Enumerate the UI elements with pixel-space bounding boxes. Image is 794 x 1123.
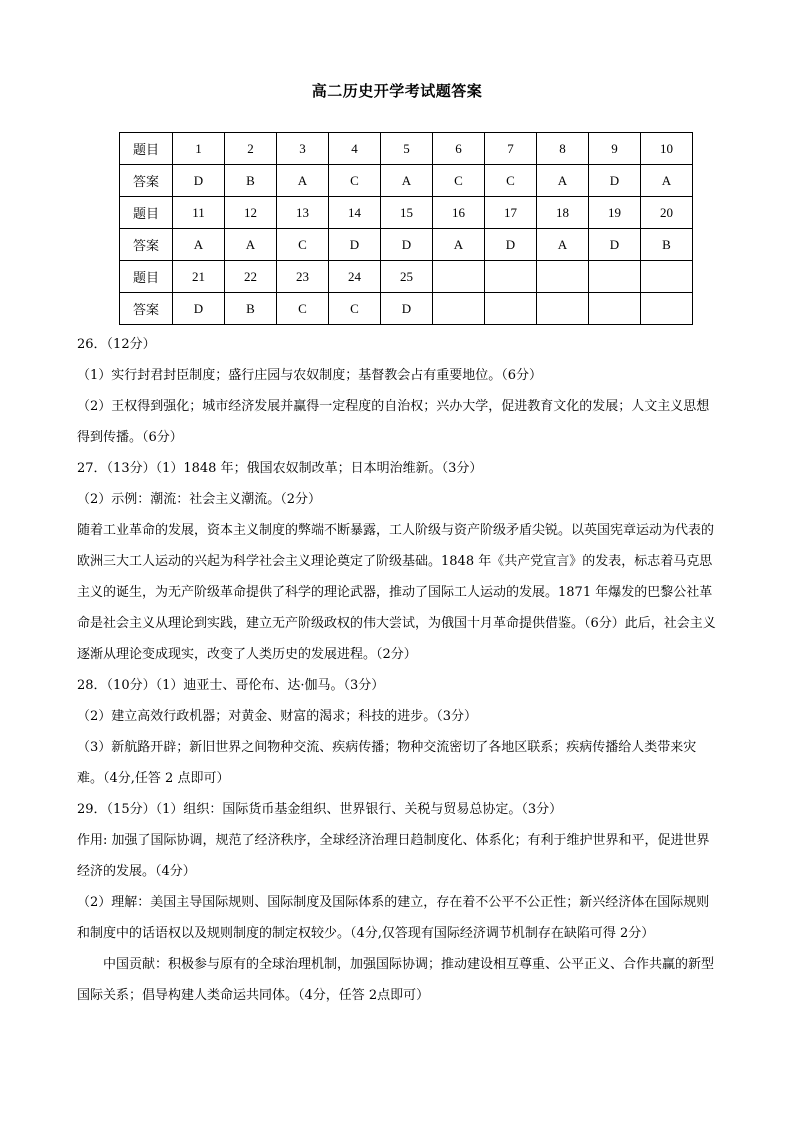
table-cell: A [537, 229, 589, 261]
table-cell [589, 293, 641, 325]
table-cell [641, 261, 693, 293]
q29-part2: （2）理解：美国主导国际规则、国际制度及国际体系的建立，存在着不公平不公正性；新兴经济体在国际规则和制度中的话语权以及规则制度的制定权较少。（4分,仅答现有国际经济调节机制存在缺陷可得 2分） [77, 895, 710, 941]
q27-part2: （2）示例：潮流：社会主义潮流。（2分） [77, 492, 322, 507]
table-cell [537, 293, 589, 325]
table-row [120, 293, 693, 325]
table-cell: 6 [433, 133, 485, 165]
q26-part1: （1）实行封君封臣制度；盛行庄园与农奴制度；基督教会占有重要地位。（6分） [77, 368, 543, 383]
row-header: 题目 [120, 261, 173, 293]
table-cell: 16 [433, 197, 485, 229]
table-cell: A [277, 165, 329, 197]
table-cell: A [381, 165, 433, 197]
table-cell: A [433, 229, 485, 261]
q28-heading: 28．（10分）（1）迪亚士、哥伦布、达·伽马。（3分） [77, 678, 385, 693]
table-cell: C [277, 293, 329, 325]
table-cell: C [329, 165, 381, 197]
table-row [120, 197, 693, 229]
table-cell: 12 [225, 197, 277, 229]
table-cell: D [485, 229, 537, 261]
table-cell: D [173, 165, 225, 197]
table-cell: 10 [641, 133, 693, 165]
table-cell: C [433, 165, 485, 197]
table-cell: 20 [641, 197, 693, 229]
table-cell: D [381, 293, 433, 325]
table-cell: 9 [589, 133, 641, 165]
table-cell: A [225, 229, 277, 261]
q29-effect: 作用: 加强了国际协调，规范了经济秩序，全球经济治理日趋制度化、体系化；有利于维护世界和平，促进世界经济的发展。（4分） [77, 833, 710, 879]
table-cell: 19 [589, 197, 641, 229]
table-cell: 17 [485, 197, 537, 229]
row-header: 题目 [120, 133, 173, 165]
table-cell: A [173, 229, 225, 261]
table-cell: 3 [277, 133, 329, 165]
table-cell: B [641, 229, 693, 261]
table-cell: 1 [173, 133, 225, 165]
row-header: 答案 [120, 165, 173, 197]
q27-explanation: 随着工业革命的发展，资本主义制度的弊端不断暴露，工人阶级与资产阶级矛盾尖锐。以英国宪章运动为代表的欧洲三大工人运动的兴起为科学社会主义理论奠定了阶级基础。1848 年《共产党宣言》的发表，标志着马克思主义的诞生，为无产阶级革命提供了科学的理论武器，推动了国际工人运动的发展。1871 年爆发的巴黎公社革命是社会主义从理论到实践，建立无产阶级政权的伟大尝试，为俄国十月革命提供借鉴。（6分）此后，社会主义逐渐从理论变成现实，改变了人类历史的发展进程。（2分） [77, 523, 716, 662]
table-cell: D [381, 229, 433, 261]
q26-part2: （2）王权得到强化；城市经济发展并赢得一定程度的自治权；兴办大学，促进教育文化的发展；人文主义思想得到传播。（6分） [77, 399, 710, 445]
table-cell [485, 293, 537, 325]
table-cell: 8 [537, 133, 589, 165]
table-cell: D [173, 293, 225, 325]
q28-part2: （2）建立高效行政机器；对黄金、财富的渴求；科技的进步。（3分） [77, 709, 478, 724]
table-cell: 11 [173, 197, 225, 229]
table-cell: 7 [485, 133, 537, 165]
table-cell [485, 261, 537, 293]
q29-heading: 29．（15分）（1）组织：国际货币基金组织、世界银行、关税与贸易总协定。（3分） [77, 802, 563, 817]
table-cell: 14 [329, 197, 381, 229]
table-cell [433, 261, 485, 293]
table-cell: C [277, 229, 329, 261]
table-cell: 4 [329, 133, 381, 165]
table-cell: 22 [225, 261, 277, 293]
table-cell: 24 [329, 261, 381, 293]
table-cell: D [589, 165, 641, 197]
table-cell: 25 [381, 261, 433, 293]
table-cell: 13 [277, 197, 329, 229]
table-row [120, 229, 693, 261]
q26-heading: 26．（12分） [77, 337, 156, 352]
table-cell: D [589, 229, 641, 261]
table-cell: 18 [537, 197, 589, 229]
page-title: 高二历史开学考试题答案 [311, 82, 483, 100]
table-cell [433, 293, 485, 325]
table-cell [589, 261, 641, 293]
table-cell: 15 [381, 197, 433, 229]
table-cell: C [485, 165, 537, 197]
table-row [120, 261, 693, 293]
q27-heading: 27．（13分）（1）1848 年；俄国农奴制改革；日本明治维新。（3分） [77, 461, 483, 476]
row-header: 答案 [120, 293, 173, 325]
table-cell: B [225, 293, 277, 325]
table-cell [537, 261, 589, 293]
table-cell: 2 [225, 133, 277, 165]
table-row [120, 165, 693, 197]
table-cell: C [329, 293, 381, 325]
table-cell [641, 293, 693, 325]
table-cell: A [641, 165, 693, 197]
q28-part3: （3）新航路开辟；新旧世界之间物种交流、疾病传播；物种交流密切了各地区联系；疾病传播给人类带来灾难。（4分,任答 2 点即可） [77, 740, 697, 786]
row-header: 答案 [120, 229, 173, 261]
table-cell: A [537, 165, 589, 197]
table-cell: 21 [173, 261, 225, 293]
answer-body [77, 329, 720, 1011]
row-header: 题目 [120, 197, 173, 229]
table-cell: D [329, 229, 381, 261]
table-cell: 23 [277, 261, 329, 293]
table-cell: B [225, 165, 277, 197]
table-cell: 5 [381, 133, 433, 165]
q29-china-contribution: 中国贡献：积极参与原有的全球治理机制，加强国际协调；推动建设相互尊重、公平正义、合作共赢的新型国际关系；倡导构建人类命运共同体。（4分，任答 2点即可） [77, 957, 715, 1003]
table-row [120, 133, 693, 165]
answer-table [119, 132, 693, 325]
